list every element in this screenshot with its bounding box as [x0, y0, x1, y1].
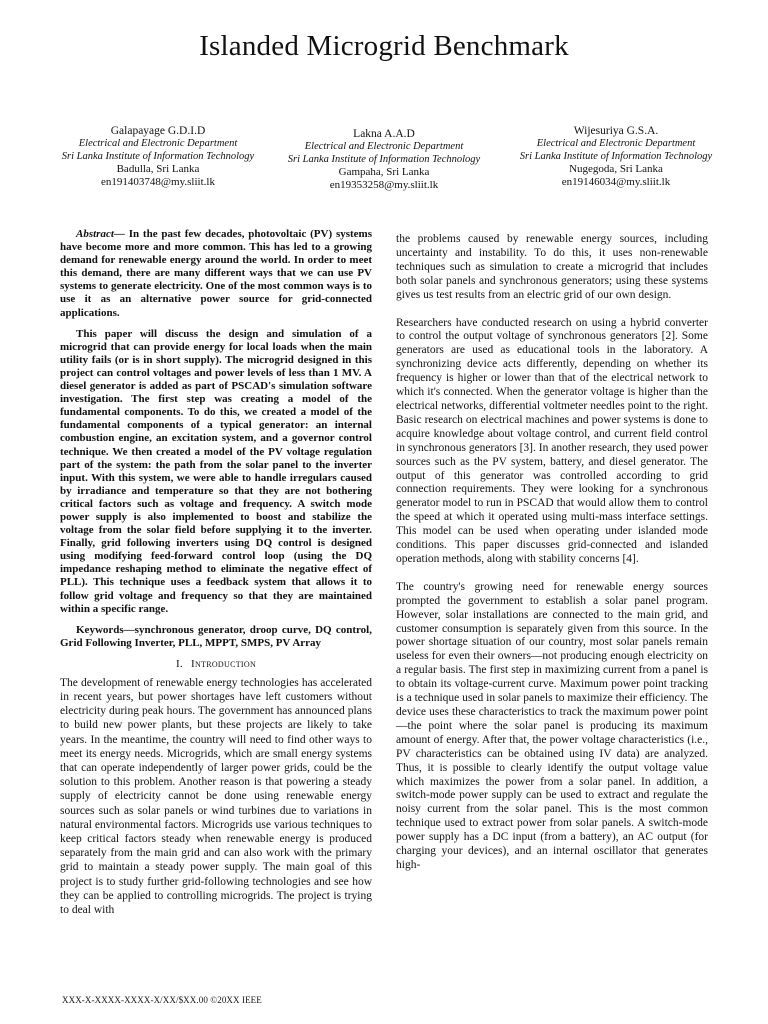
- section-title: Introduction: [190, 657, 257, 670]
- author-dept: Electrical and Electronic Department: [78, 137, 238, 149]
- body-paragraph-3: The country's growing need for renewable energy sources prompted the government to establish a solar panel program. However, solar installations are connected to the main grid, and customer consumption is separately given from this source. In the power shortage situation of our country, most solar panels remain useless for even their owners—not producing enough electricity on a regular basis. The first step in maximizing current from a panel is to obtain its voltage-current curve. Maximum power point tracking is a technique used in solar panels to maximize their efficiency. The device uses these characteristics to track the maximum power point—the point where the solar panel is producing its maximum amount of energy. After that, the power voltage characteristics (i.e., PV characteristics can be obtained using IV data) are analyzed. Thus, it is possible to clearly identify the output voltage value which maximizes the power from a solar panel. In addition, a switch-mode power supply can be used to extract and regulate the noisy current from the solar panel. This is the most common technique used to extract power from solar panels. A switch-mode power supply has a DC input (from a battery), an AC output (for charging your devices), and an internal oscillator that generates high-: [396, 580, 708, 871]
- section-heading-introduction: [60, 658, 372, 672]
- paper-title: Islanded Microgrid Benchmark: [199, 30, 569, 62]
- keywords: [60, 624, 372, 650]
- author-email: en19146034@my.sliit.lk: [561, 176, 671, 189]
- keywords-text: synchronous generator, droop curve, DQ control, Grid Following Inverter, PLL, MPPT, SMPS, PV Array: [60, 623, 372, 649]
- author-block-1: [48, 125, 268, 189]
- author-inst: Sri Lanka Institute of Information Technology: [61, 150, 255, 162]
- author-email: en19353258@my.sliit.lk: [329, 179, 439, 192]
- body-paragraph-1: the problems caused by renewable energy sources, including uncertainty and instability. To do this, it uses non-renewable techniques such as simulation to create a microgrid that includes both solar panels and synchronous generators; using these systems gives us test results from an electric grid of our own design.: [396, 233, 708, 301]
- keywords-label: Keywords—: [76, 623, 135, 636]
- author-block-2: [274, 128, 494, 192]
- abstract-label: Abstract—: [76, 228, 125, 240]
- introduction-paragraph: The development of renewable energy technologies has accelerated in recent years, but power shortages have left customers without electricity during peak hours. The government has announced plans to build new power plants, but these projects are likely to take years. In the meantime, the country will need to find other ways to meet its energy needs. Microgrids, which are small energy systems that can operate independently of larger power grids, could be the solution to this problem. Another reason is that powering a steady supply of electricity cannot be done using renewable energy sources such as solar panels or wind turbines due to variations in natural environmental factors. Microgrids use various techniques to keep critical factors steady when renewable energy is produced separately from the main grid and can also work with the primary grid to maintain a steady power supply. The main goal of this project is to study further grid-following technologies and see how they can be applied to controlling microgrids. The project is trying to deal with: [60, 676, 372, 916]
- author-city: Nugegoda, Sri Lanka: [569, 163, 663, 176]
- author-city: Badulla, Sri Lanka: [116, 163, 200, 176]
- author-dept: Electrical and Electronic Department: [536, 137, 696, 149]
- abstract-paragraph-2: This paper will discuss the design and simulation of a microgrid that can provide energy for local loads when the main utility fails (or is in short supply). The microgrid designed in this project can control voltages and power levels of less than 1 MV. A diesel generator is added as part of PSCAD's simulation software investigation. The first step was creating a model of the fundamental components. To do this, we created a model of the fundamental components of a typical generator: an internal combustion engine, an excitation system, and a governor control technique. We then created a model of the PV voltage regulation part of the system: the path from the solar panel to the inverter input. With this system, we were able to handle irregulars caused by irradiance and temperature so that they are not bothering critical factors such as voltage and frequency. A switch mode power supply is also implemented to boost and stabilize the voltage from the solar field before supplying it to the inverter. Finally, grid following inverters using DQ control is designed using modifying feed-forward control loop (using the DQ impedance reshaping method to eliminate the negative effect of PLL). This technique uses a feedback system that allows it to follow grid voltage and frequency so that they are maintained within a specific range.: [60, 327, 372, 615]
- author-inst: Sri Lanka Institute of Information Technology: [287, 153, 481, 165]
- left-column: [60, 228, 372, 917]
- author-name: Wijesuriya G.S.A.: [573, 125, 659, 137]
- author-inst: Sri Lanka Institute of Information Technology: [519, 150, 713, 162]
- author-email: en191403748@my.sliit.lk: [101, 176, 215, 189]
- author-city: Gampaha, Sri Lanka: [338, 166, 430, 179]
- author-dept: Electrical and Electronic Department: [304, 140, 464, 152]
- abstract: [60, 228, 372, 650]
- abstract-paragraph-1: [60, 228, 372, 320]
- copyright-footer: XXX-X-XXXX-XXXX-X/XX/$XX.00 ©20XX IEEE: [62, 995, 262, 1005]
- body-paragraph-2: Researchers have conducted research on using a hybrid converter to control the output voltage of synchronous generators [2]. Some generators are used as educational tools in the laboratory. A synchronizing device acts differently, depending on whether its frequency is higher or lower than that of the electrical network to which it's connected. When the generator voltage is higher than the electrical networks, differential voltmeter needles point to the right. Basic research on electrical machines and power systems is done to acquire knowledge about voltage control, and current field control in synchronous generators [3]. In another research, they used power sources such as the PV system, battery, and diesel generator. The output of this generator was controlled according to grid connection requirements. They were looking for a synchronous generator model to run in PSCAD that would allow them to control the speed at which it operated using multi-mass interface settings. This model can be used when operating under islanded mode conditions. This paper discusses grid-connected and islanded operation methods, along with stability concerns [4].: [396, 316, 708, 565]
- author-name: Lakna A.A.D: [353, 128, 415, 140]
- author-block-3: [506, 125, 726, 189]
- right-column: [396, 233, 708, 873]
- abstract-text: In the past few decades, photovoltaic (PV) systems have become more and more common. This has led to a growing demand for renewable energy around the world. In order to meet this demand, there are many different ways that we can use PV systems to generate electricity. One of the most common ways is to use it as an alternative power source for grid-connected applications.: [60, 228, 372, 319]
- author-name: Galapayage G.D.I.D: [110, 125, 206, 137]
- section-number: I.: [175, 657, 183, 670]
